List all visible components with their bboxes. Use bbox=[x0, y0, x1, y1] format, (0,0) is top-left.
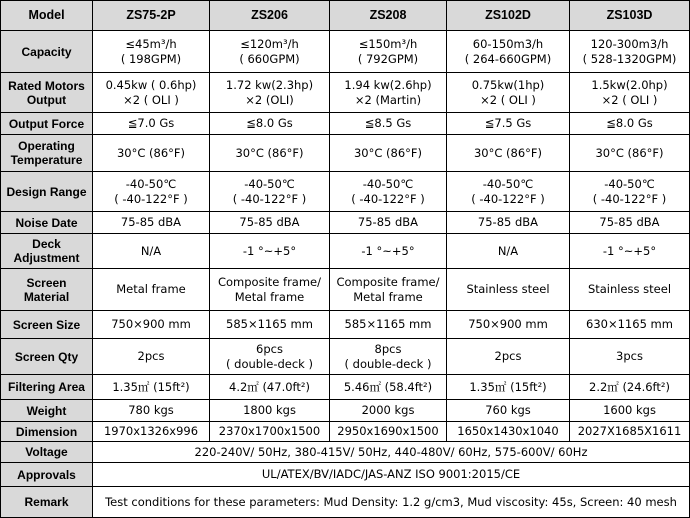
temperature-zs208: 30°C (86°F) bbox=[330, 135, 447, 172]
screen-size-label: Screen Size bbox=[1, 311, 93, 339]
noise-zs206: 75-85 dBA bbox=[210, 212, 330, 234]
temperature-row bbox=[1, 135, 690, 172]
screen-qty-row bbox=[1, 339, 690, 375]
noise-zs208: 75-85 dBA bbox=[330, 212, 447, 234]
force-row bbox=[1, 113, 690, 135]
material-zs103d: Stainless steel bbox=[570, 269, 690, 311]
capacity-zs102d: 60-150m3/h ( 264-660GPM) bbox=[447, 31, 570, 73]
force-zs102d: ≦7.5 Gs bbox=[447, 113, 570, 135]
capacity-row bbox=[1, 31, 690, 73]
motors-zs103d: 1.5kw(2.0hp) ×2 ( OLI ) bbox=[570, 73, 690, 113]
capacity-label: Capacity bbox=[1, 31, 93, 73]
screen-qty-label: Screen Qty bbox=[1, 339, 93, 375]
motors-zs102d: 0.75kw(1hp) ×2 ( OLI ) bbox=[447, 73, 570, 113]
temperature-zs103d: 30°C (86°F) bbox=[570, 135, 690, 172]
screen-qty-zs102d: 2pcs bbox=[447, 339, 570, 375]
screen-size-row bbox=[1, 311, 690, 339]
header-zs206: ZS206 bbox=[210, 1, 330, 31]
force-zs206: ≦8.0 Gs bbox=[210, 113, 330, 135]
design-range-row bbox=[1, 172, 690, 212]
motors-row bbox=[1, 73, 690, 113]
motors-label: Rated Motors Output bbox=[1, 73, 93, 113]
filtering-area-zs102d: 1.35㎡ (15ft²) bbox=[447, 375, 570, 400]
remark-row bbox=[1, 487, 690, 518]
material-zs75: Metal frame bbox=[93, 269, 210, 311]
motors-zs206: 1.72 kw(2.3hp) ×2 (OLI) bbox=[210, 73, 330, 113]
header-zs103d: ZS103D bbox=[570, 1, 690, 31]
capacity-zs208: ≤150m³/h ( 792GPM) bbox=[330, 31, 447, 73]
capacity-zs75: ≤45m³/h ( 198GPM) bbox=[93, 31, 210, 73]
remark-value: Test conditions for these parameters: Mud Density: 1.2 g/cm3, Mud viscosity: 45s, Screen: 40 mesh bbox=[93, 487, 690, 518]
noise-zs103d: 75-85 dBA bbox=[570, 212, 690, 234]
motors-zs208: 1.94 kw(2.6hp) ×2 (Martin) bbox=[330, 73, 447, 113]
temperature-label: Operating Temperature bbox=[1, 135, 93, 172]
screen-size-zs103d: 630×1165 mm bbox=[570, 311, 690, 339]
deck-zs75: N/A bbox=[93, 234, 210, 269]
screen-size-zs75: 750×900 mm bbox=[93, 311, 210, 339]
temperature-zs75: 30°C (86°F) bbox=[93, 135, 210, 172]
filtering-area-label: Filtering Area bbox=[1, 375, 93, 400]
screen-qty-zs208: 8pcs ( double-deck ) bbox=[330, 339, 447, 375]
screen-qty-zs206: 6pcs ( double-deck ) bbox=[210, 339, 330, 375]
deck-zs103d: -1 °~+5° bbox=[570, 234, 690, 269]
material-zs208: Composite frame/ Metal frame bbox=[330, 269, 447, 311]
deck-zs102d: N/A bbox=[447, 234, 570, 269]
material-label: Screen Material bbox=[1, 269, 93, 311]
deck-label: Deck Adjustment bbox=[1, 234, 93, 269]
capacity-zs103d: 120-300m3/h ( 528-1320GPM) bbox=[570, 31, 690, 73]
voltage-row bbox=[1, 442, 690, 463]
temperature-zs102d: 30°C (86°F) bbox=[447, 135, 570, 172]
approvals-value: UL/ATEX/BV/IADC/JAS-ANZ ISO 9001:2015/CE bbox=[93, 463, 690, 487]
motors-zs75: 0.45kw ( 0.6hp) ×2 ( OLI ) bbox=[93, 73, 210, 113]
voltage-label: Voltage bbox=[1, 442, 93, 463]
screen-size-zs206: 585×1165 mm bbox=[210, 311, 330, 339]
dimension-zs102d: 1650x1430x1040 bbox=[447, 422, 570, 442]
design-range-label: Design Range bbox=[1, 172, 93, 212]
dimension-zs208: 2950x1690x1500 bbox=[330, 422, 447, 442]
filtering-area-zs103d: 2.2㎡ (24.6ft²) bbox=[570, 375, 690, 400]
material-row bbox=[1, 269, 690, 311]
filtering-area-row bbox=[1, 375, 690, 400]
screen-qty-zs103d: 3pcs bbox=[570, 339, 690, 375]
filtering-area-zs206: 4.2㎡ (47.0ft²) bbox=[210, 375, 330, 400]
dimension-zs103d: 2027X1685X1611 bbox=[570, 422, 690, 442]
noise-zs75: 75-85 dBA bbox=[93, 212, 210, 234]
noise-label: Noise Date bbox=[1, 212, 93, 234]
screen-size-zs102d: 750×900 mm bbox=[447, 311, 570, 339]
weight-zs208: 2000 kgs bbox=[330, 400, 447, 422]
weight-zs102d: 760 kgs bbox=[447, 400, 570, 422]
filtering-area-zs75: 1.35㎡ (15ft²) bbox=[93, 375, 210, 400]
screen-qty-zs75: 2pcs bbox=[93, 339, 210, 375]
force-zs103d: ≦8.0 Gs bbox=[570, 113, 690, 135]
noise-zs102d: 75-85 dBA bbox=[447, 212, 570, 234]
voltage-value: 220-240V/ 50Hz, 380-415V/ 50Hz, 440-480V/ 60Hz, 575-600V/ 60Hz bbox=[93, 442, 690, 463]
force-zs75: ≦7.0 Gs bbox=[93, 113, 210, 135]
temperature-zs206: 30°C (86°F) bbox=[210, 135, 330, 172]
dimension-zs75: 1970x1326x996 bbox=[93, 422, 210, 442]
dimension-row bbox=[1, 422, 690, 442]
design-range-zs102d: -40-50℃ ( -40-122°F ) bbox=[447, 172, 570, 212]
weight-zs75: 780 kgs bbox=[93, 400, 210, 422]
dimension-zs206: 2370x1700x1500 bbox=[210, 422, 330, 442]
dimension-label: Dimension bbox=[1, 422, 93, 442]
deck-zs208: -1 °~+5° bbox=[330, 234, 447, 269]
noise-row bbox=[1, 212, 690, 234]
deck-row bbox=[1, 234, 690, 269]
material-zs102d: Stainless steel bbox=[447, 269, 570, 311]
header-zs102d: ZS102D bbox=[447, 1, 570, 31]
design-range-zs75: -40-50℃ ( -40-122°F ) bbox=[93, 172, 210, 212]
design-range-zs208: -40-50℃ ( -40-122°F ) bbox=[330, 172, 447, 212]
approvals-row bbox=[1, 463, 690, 487]
header-model: Model bbox=[1, 1, 93, 31]
approvals-label: Approvals bbox=[1, 463, 93, 487]
capacity-zs206: ≤120m³/h ( 660GPM) bbox=[210, 31, 330, 73]
force-label: Output Force bbox=[1, 113, 93, 135]
filtering-area-zs208: 5.46㎡ (58.4ft²) bbox=[330, 375, 447, 400]
weight-zs103d: 1600 kgs bbox=[570, 400, 690, 422]
weight-label: Weight bbox=[1, 400, 93, 422]
deck-zs206: -1 °~+5° bbox=[210, 234, 330, 269]
material-zs206: Composite frame/ Metal frame bbox=[210, 269, 330, 311]
weight-row bbox=[1, 400, 690, 422]
remark-label: Remark bbox=[1, 487, 93, 518]
design-range-zs103d: -40-50℃ ( -40-122°F ) bbox=[570, 172, 690, 212]
header-zs208: ZS208 bbox=[330, 1, 447, 31]
design-range-zs206: -40-50℃ ( -40-122°F ) bbox=[210, 172, 330, 212]
header-row bbox=[1, 1, 690, 31]
screen-size-zs208: 585×1165 mm bbox=[330, 311, 447, 339]
force-zs208: ≦8.5 Gs bbox=[330, 113, 447, 135]
header-zs75-2p: ZS75-2P bbox=[93, 1, 210, 31]
weight-zs206: 1800 kgs bbox=[210, 400, 330, 422]
